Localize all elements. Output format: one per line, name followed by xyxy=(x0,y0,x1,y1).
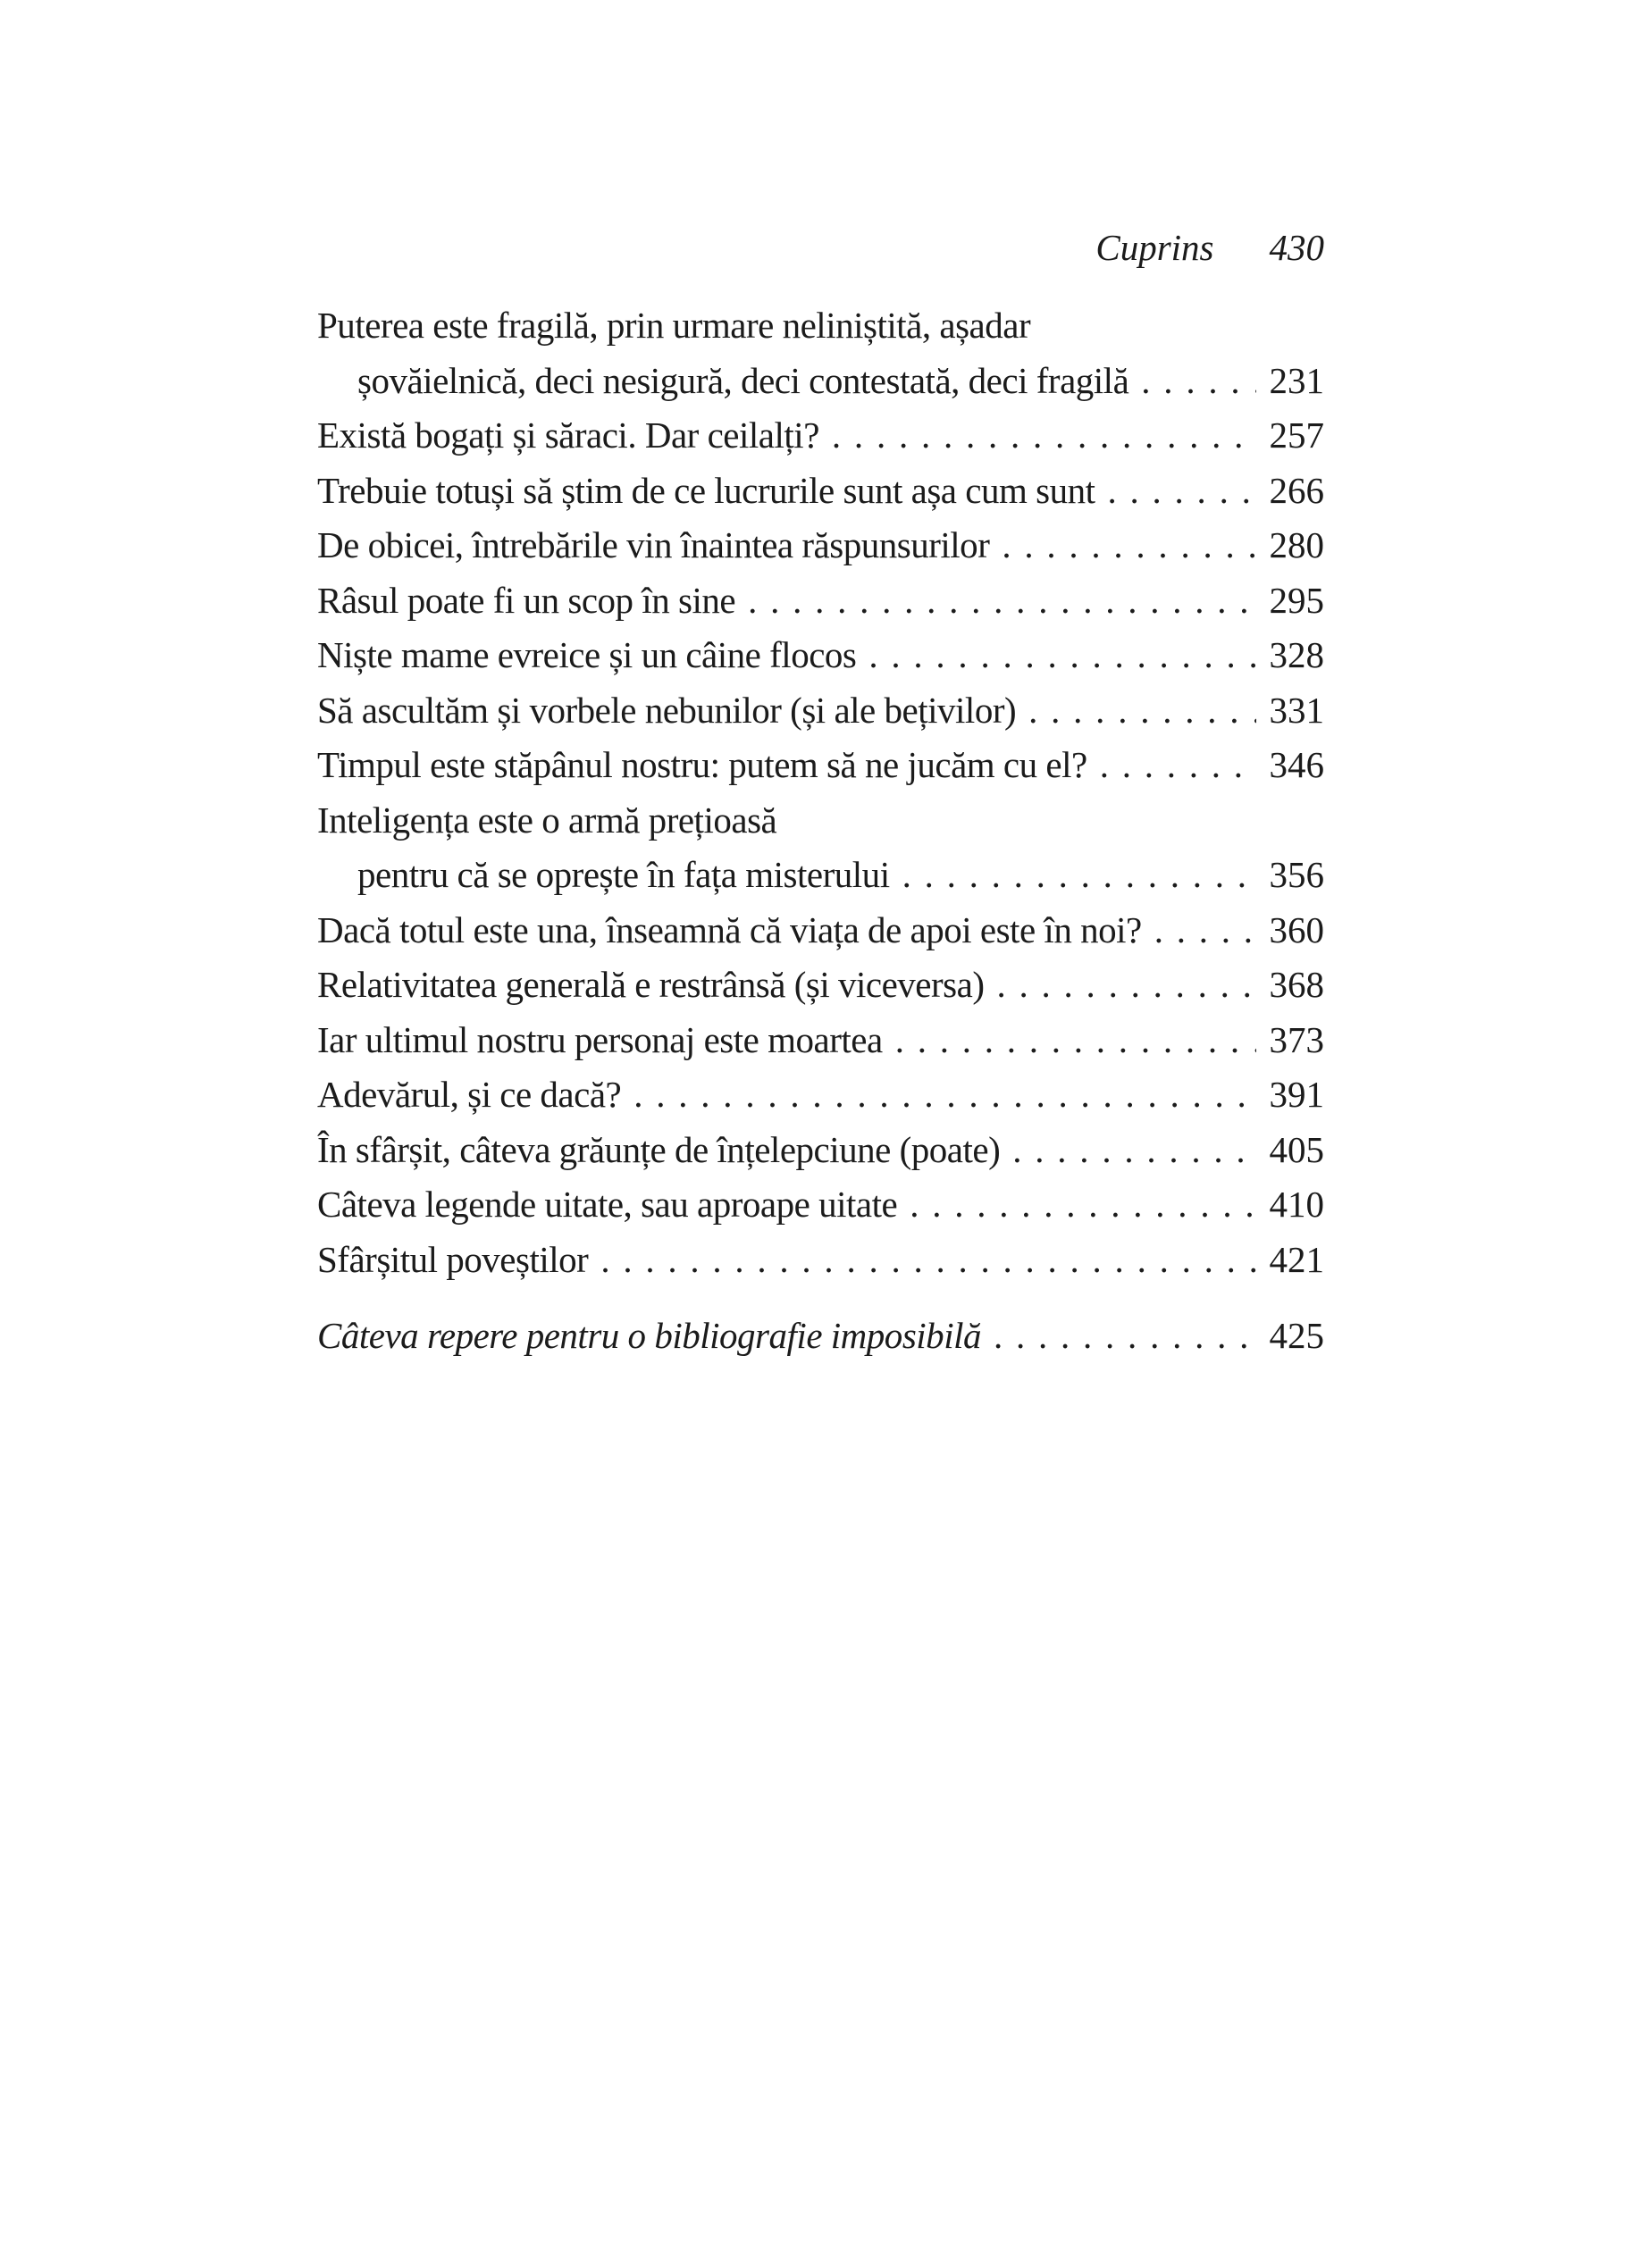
toc-entry-title: Relativitatea generală e restrânsă (și viceversa) xyxy=(317,964,985,1005)
dot-leader xyxy=(1108,464,1256,519)
toc-entry xyxy=(317,408,1324,464)
toc-entry xyxy=(317,1067,1324,1123)
toc-entry xyxy=(317,903,1324,958)
toc-entry-page: 391 xyxy=(1269,1074,1324,1115)
toc-entry-title: Câteva legende uitate, sau aproape uitate xyxy=(317,1184,898,1225)
dot-leader xyxy=(1028,683,1256,739)
toc-entry-page: 421 xyxy=(1269,1238,1324,1280)
toc-entry xyxy=(317,628,1324,683)
toc-entry-title: Timpul este stăpânul nostru: putem să ne jucăm cu el? xyxy=(317,744,1087,785)
dot-leader xyxy=(1012,1123,1256,1178)
toc-entry xyxy=(317,1233,1324,1288)
running-head-title: Cuprins xyxy=(1095,227,1214,268)
toc-entry-title: Trebuie totuși să știm de ce lucrurile sunt așa cum sunt xyxy=(317,469,1095,511)
toc-entry-title: Dacă totul este una, înseamnă că viața de apoi este în noi? xyxy=(317,908,1142,950)
toc-entry-page: 266 xyxy=(1269,469,1324,511)
toc-entry-title: Râsul poate fi un scop în sine xyxy=(317,579,736,621)
dot-leader xyxy=(1141,354,1256,409)
toc-entry xyxy=(317,683,1324,739)
toc-entry xyxy=(317,298,1324,354)
toc-entry xyxy=(317,958,1324,1013)
dot-leader xyxy=(910,1177,1256,1233)
toc-entry xyxy=(317,1013,1324,1068)
toc-entry-page: 331 xyxy=(1269,689,1324,731)
dot-leader xyxy=(997,958,1256,1013)
toc-entry-title: Inteligența este o armă prețioasă xyxy=(317,799,777,841)
toc-entry-page: 410 xyxy=(1269,1184,1324,1225)
dot-leader xyxy=(1154,903,1256,958)
running-head-page-number: 430 xyxy=(1269,227,1324,268)
toc-entry-title: Există bogați și săraci. Dar ceilalți? xyxy=(317,414,819,456)
toc-entry-title: pentru că se oprește în fața misterului xyxy=(357,854,890,895)
dot-leader xyxy=(902,848,1256,903)
dot-leader xyxy=(1002,518,1256,573)
toc-entry xyxy=(317,518,1324,573)
dot-leader xyxy=(994,1309,1256,1364)
toc-entry-title: Câteva repere pentru o bibliografie imposibilă xyxy=(317,1315,981,1356)
toc-entry xyxy=(317,354,1324,409)
toc-entry-page: 295 xyxy=(1269,579,1324,621)
toc-entry-page: 405 xyxy=(1269,1128,1324,1170)
dot-leader xyxy=(1100,738,1256,793)
toc-entry-page: 425 xyxy=(1269,1315,1324,1356)
dot-leader xyxy=(895,1013,1256,1068)
toc-entry-page: 373 xyxy=(1269,1018,1324,1060)
toc-entry-title: Adevărul, și ce dacă? xyxy=(317,1074,622,1115)
toc-entry-page: 360 xyxy=(1269,908,1324,950)
toc-entry-title: Niște mame evreice și un câine flocos xyxy=(317,634,857,675)
book-page xyxy=(317,220,1324,1364)
toc-entry xyxy=(317,793,1324,849)
dot-leader xyxy=(748,573,1256,629)
toc-entry-title: De obicei, întrebările vin înaintea răspunsurilor xyxy=(317,524,990,565)
running-head xyxy=(317,220,1324,275)
toc-entry-title: Să ascultăm și vorbele nebunilor (și ale bețivilor) xyxy=(317,689,1017,731)
toc-entry-page: 328 xyxy=(1269,634,1324,675)
dot-leader xyxy=(633,1067,1256,1123)
toc-entry-title: Sfârșitul poveștilor xyxy=(317,1238,589,1280)
toc-entry-page: 356 xyxy=(1269,854,1324,895)
dot-leader xyxy=(868,628,1256,683)
toc-entry-title: Puterea este fragilă, prin urmare neliniștită, așadar xyxy=(317,305,1031,346)
dot-leader xyxy=(600,1233,1256,1288)
toc-entry xyxy=(317,1309,1324,1364)
toc-entry-page: 280 xyxy=(1269,524,1324,565)
toc-entry-page: 368 xyxy=(1269,964,1324,1005)
toc-entry xyxy=(317,738,1324,793)
toc-entry-page: 231 xyxy=(1269,359,1324,401)
toc-entry-page: 257 xyxy=(1269,414,1324,456)
toc-entry xyxy=(317,573,1324,629)
toc-entry-page: 346 xyxy=(1269,744,1324,785)
toc-entry-title: șovăielnică, deci nesigură, deci contestată, deci fragilă xyxy=(357,359,1129,401)
toc-entry-title: Iar ultimul nostru personaj este moartea xyxy=(317,1018,883,1060)
toc-list xyxy=(317,298,1324,1364)
toc-entry xyxy=(317,1177,1324,1233)
dot-leader xyxy=(832,408,1256,464)
toc-entry xyxy=(317,464,1324,519)
toc-entry xyxy=(317,848,1324,903)
toc-entry-title: În sfârșit, câteva grăunțe de înțelepciune (poate) xyxy=(317,1128,1001,1170)
toc-entry xyxy=(317,1123,1324,1178)
